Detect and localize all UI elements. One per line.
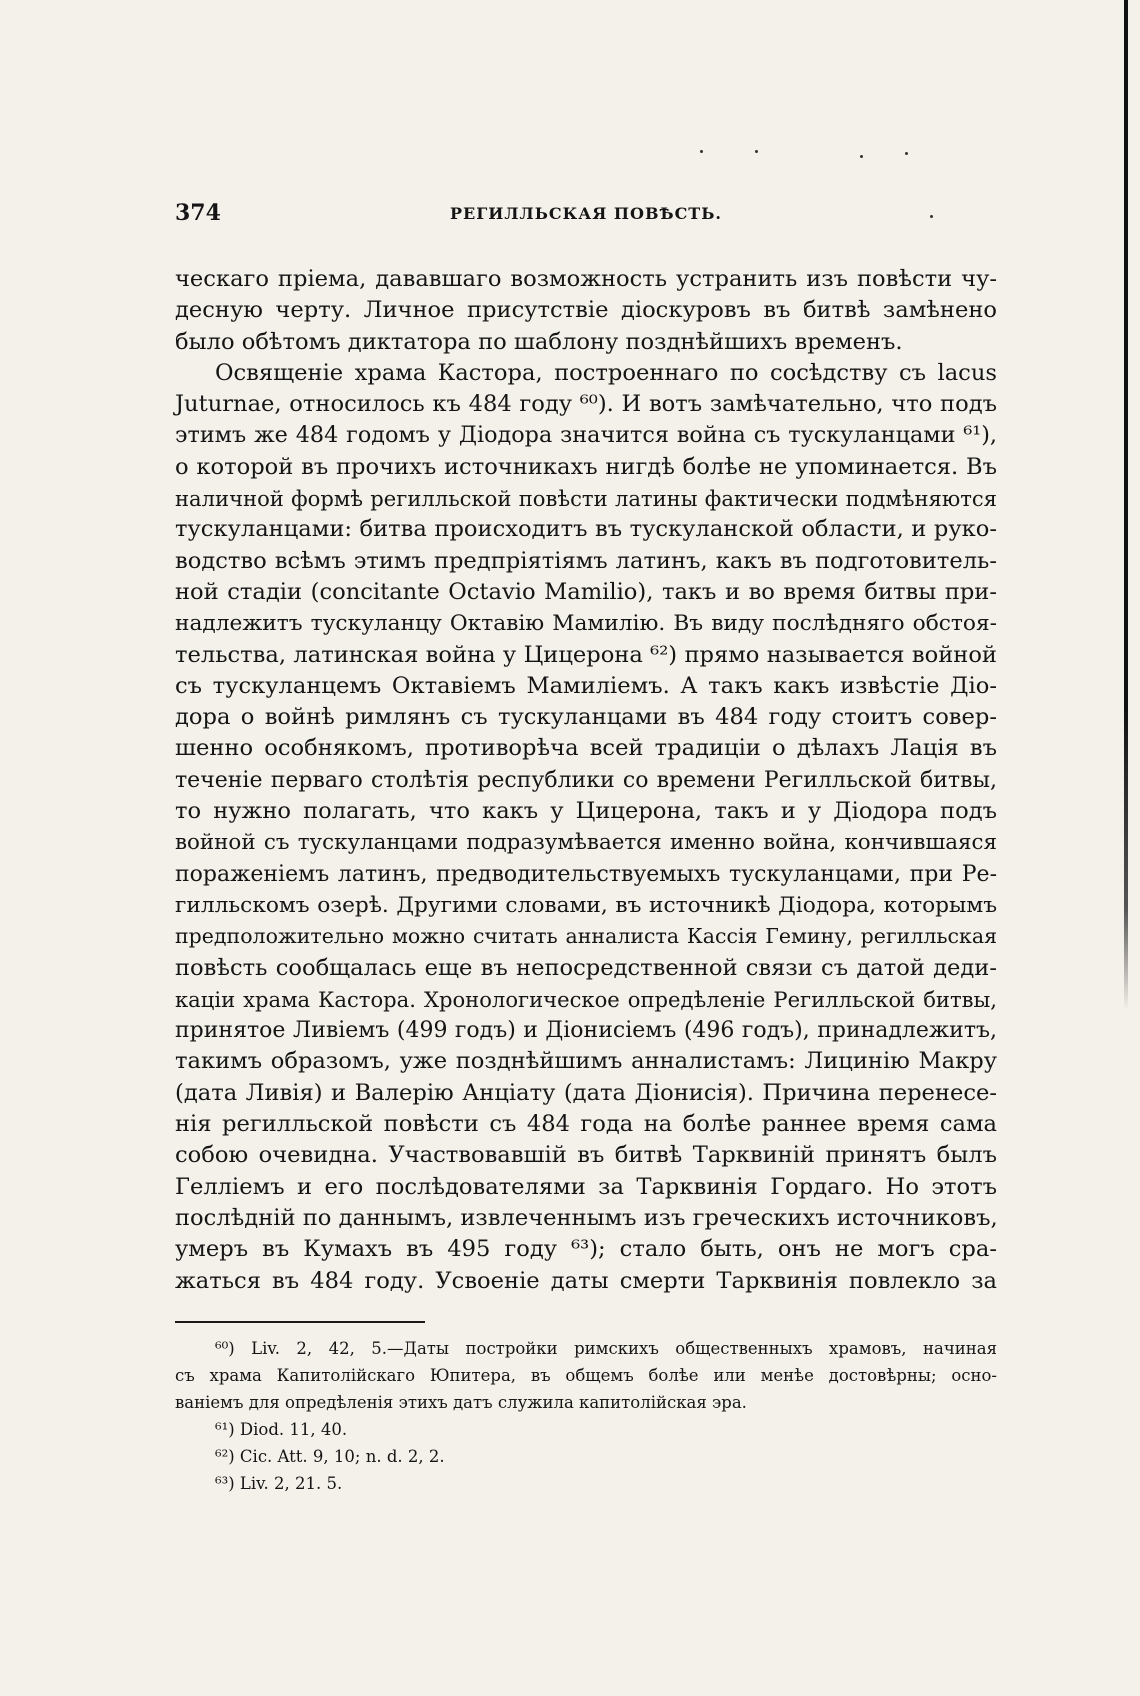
text-line: то нужно полагать, что какъ у Цицерона, такъ и у Діодора подъ [175,798,997,825]
text-line: этимъ же 484 годомъ у Діодора значится война съ тускуланцами ⁶¹), [175,422,997,449]
text-line: наличной формѣ регилльской повѣсти латины фактически подмѣняются [175,486,997,512]
footnote-61: ⁶¹) Diod. 11, 40. [215,1419,348,1439]
text-line: умеръ въ Кумахъ въ 495 году ⁶³); стало быть, онъ не могъ сра- [175,1236,997,1263]
text-line: (дата Ливія) и Валерію Анціату (дата Діонисія). Причина перенесе- [175,1079,997,1106]
text-line: теченіе перваго столѣтія республики со времени Регилльской битвы, [175,767,997,793]
text-line: гилльскомъ озерѣ. Другими словами, въ источникѣ Діодора, которымъ [175,892,997,918]
footnote-60-line: съ храма Капитолійскаго Юпитера, въ общемъ болѣе или менѣе достовѣрны; осно- [175,1365,997,1385]
running-head [175,200,997,236]
text-line: собою очевидна. Участвовавшій въ битвѣ Тарквиній принятъ былъ [175,1142,997,1169]
text-line: десную черту. Личное присутствіе діоскуровъ въ битвѣ замѣнено [175,297,997,324]
book-page [175,200,997,1497]
scan-speck [905,152,908,155]
text-line: ной стадіи (concitante Octavio Mamilio), такъ и во время битвы при- [175,578,997,605]
text-line: о которой въ прочихъ источникахъ нигдѣ болѣе не упоминается. Въ [175,453,997,480]
text-line: Гелліемъ и его послѣдователями за Тарквинія Гордаго. Но этотъ [175,1173,997,1200]
footnote-60-line: ⁶⁰) Liv. 2, 42, 5.—Даты постройки римскихъ общественныхъ храмовъ, начиная [215,1338,997,1358]
text-line: войной съ тускуланцами подразумѣвается именно война, кончившаяся [175,830,997,856]
text-line: тельства, латинская война у Цицерона ⁶²) прямо называется войной [175,641,997,668]
text-line: тускуланцами: битва происходитъ въ тускуланской области, и руко- [175,516,997,543]
text-line: такимъ образомъ, уже позднѣйшимъ анналистамъ: Лицинію Макру [175,1048,997,1075]
footnote-62: ⁶²) Cic. Att. 9, 10; n. d. 2, 2. [215,1446,445,1466]
body-text [175,264,997,1297]
footnote-rule [175,1321,425,1323]
scan-speck [755,150,758,153]
page-number: 374 [175,200,221,226]
text-line: Освященіе храма Кастора, построеннаго по сосѣдству съ lacus [215,359,997,386]
running-title: РЕГИЛЛЬСКАЯ ПОВѢСТЬ. [450,204,722,223]
scan-speck [860,155,863,158]
text-line: дора о войнѣ римлянъ съ тускуланцами въ 484 году стоитъ совер- [175,704,997,731]
text-line: принятое Ливіемъ (499 годъ) и Діонисіемъ (496 годъ), принадлежитъ, [175,1018,997,1044]
text-line: послѣдній по даннымъ, извлеченнымъ изъ греческихъ источниковъ, [175,1204,998,1231]
text-line: предположительно можно считать анналиста Кассія Гемину, регилльская [175,924,997,949]
text-line: повѣсть сообщалась еще въ непосредственной связи съ датой деди- [175,954,997,981]
text-line: съ тускуланцемъ Октавіемъ Мамиліемъ. А такъ какъ извѣстіе Діо- [175,672,997,699]
text-line: ческаго пріема, дававшаго возможность устранить изъ повѣсти чу- [175,266,997,292]
text-line: было обѣтомъ диктатора по шаблону позднѣйшихъ временъ. [175,328,903,355]
text-line: водство всѣмъ этимъ предпріятіямъ латинъ, какъ въ подготовитель- [175,547,997,574]
text-line: пораженіемъ латинъ, предводительствуемыхъ тускуланцами, при Ре- [175,861,997,887]
text-line: надлежитъ тускуланцу Октавію Мамилію. Въ виду послѣдняго обстоя- [175,611,997,637]
text-line: нія регилльской повѣсти съ 484 года на болѣе раннее время сама [175,1111,997,1138]
scan-speck [700,150,703,153]
text-line: каціи храма Кастора. Хронологическое опредѣленіе Регилльской битвы, [175,986,997,1012]
footnote-60-line: ваніемъ для опредѣленія этихъ датъ служила капитолійская эра. [175,1392,747,1412]
footnote-63: ⁶³) Liv. 2, 21. 5. [215,1473,343,1493]
binding-edge-shadow [1124,0,1128,1010]
footnotes [175,1335,997,1497]
text-line: шенно особнякомъ, противорѣча всей традиціи о дѣлахъ Лація въ [175,735,997,762]
text-line: жаться въ 484 году. Усвоеніе даты смерти Тарквинія повлекло за [175,1267,997,1294]
text-line: Juturnae, относилось къ 484 году ⁶⁰). И вотъ замѣчательно, что подъ [175,391,997,418]
